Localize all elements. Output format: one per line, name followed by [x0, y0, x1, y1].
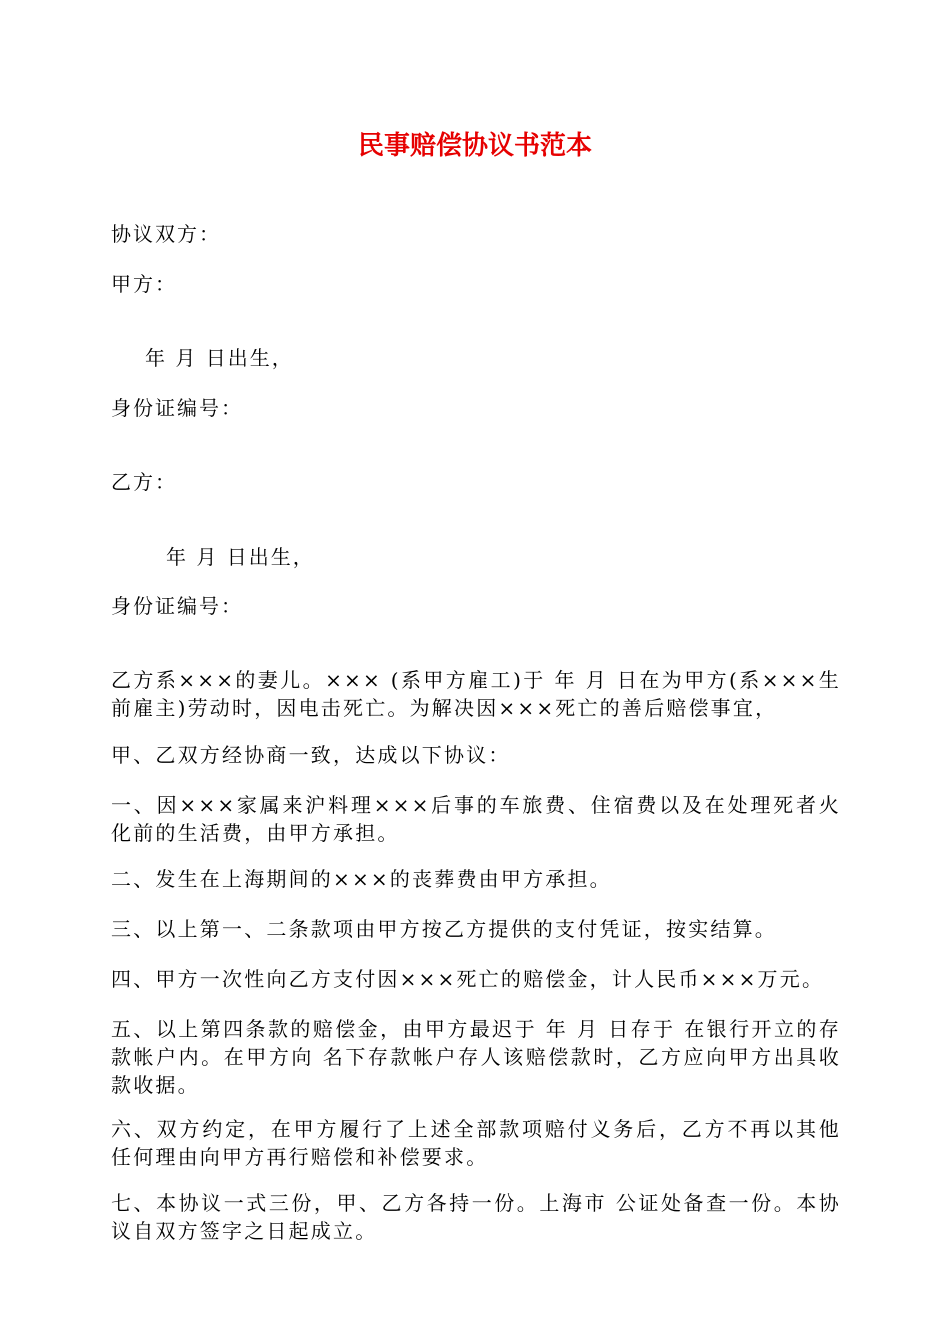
clause-1: 一、因×××家属来沪料理×××后事的车旅费、住宿费以及在处理死者火化前的生活费，由甲方承担。: [111, 793, 841, 845]
clause-7: 七、本协议一式三份，甲、乙方各持一份。上海市 公证处备查一份。本协议自双方签字之日起成立。: [111, 1191, 841, 1243]
party-a-birth: 年 月 日出生，: [145, 346, 294, 370]
party-b-id: 身份证编号：: [111, 594, 243, 618]
party-b-birth: 年 月 日出生，: [166, 545, 315, 569]
clause-3: 三、以上第一、二条款项由甲方按乙方提供的支付凭证，按实结算。: [111, 917, 777, 941]
party-a-id: 身份证编号：: [111, 396, 243, 420]
clause-5: 五、以上第四条款的赔偿金，由甲方最迟于 年 月 日存于 在银行开立的存款帐户内。在甲方向 名下存款帐户存人该赔偿款时，乙方应向甲方出具收款收据。: [111, 1017, 841, 1097]
parties-heading: 协议双方：: [111, 222, 221, 246]
agreement-intro: 甲、乙双方经协商一致，达成以下协议：: [111, 743, 511, 767]
background-paragraph: 乙方系×××的妻儿。××× (系甲方雇工)于 年 月 日在为甲方(系×××生前雇主)劳动时，因电击死亡。为解决因×××死亡的善后赔偿事宜，: [111, 668, 841, 720]
party-b-label: 乙方：: [111, 470, 177, 494]
document-title: 民事赔偿协议书范本: [357, 131, 592, 161]
clause-2: 二、发生在上海期间的×××的丧葬费由甲方承担。: [111, 867, 612, 891]
clause-4: 四、甲方一次性向乙方支付因×××死亡的赔偿金，计人民币×××万元。: [111, 967, 825, 991]
clause-6: 六、双方约定，在甲方履行了上述全部款项赔付义务后，乙方不再以其他任何理由向甲方再行赔偿和补偿要求。: [111, 1117, 841, 1169]
party-a-label: 甲方：: [111, 272, 177, 296]
